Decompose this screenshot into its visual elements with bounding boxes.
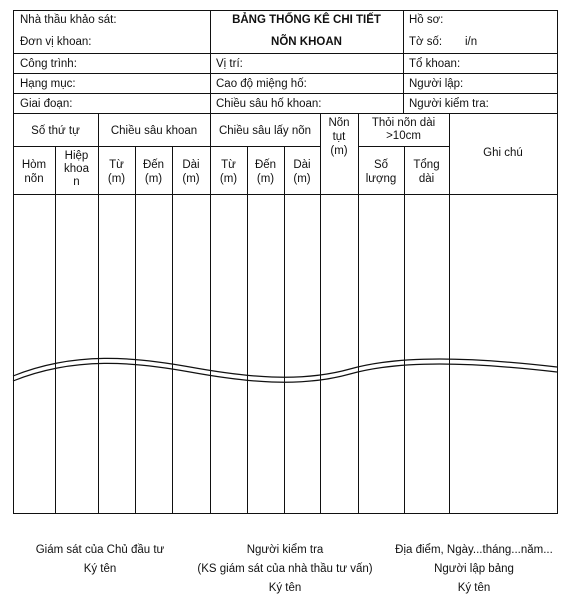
count-line1: Số [373,159,389,171]
owner-supervisor-title: Giám sát của Chủ đầu tư [35,544,165,556]
collar-elevation-label: Cao độ miệng hố: [216,78,307,90]
checker-label: Người kiểm tra: [409,98,489,110]
owner-signature-block [10,541,190,579]
sheet-subtitle: NÕN KHOAN [271,36,342,48]
rule-bottom [13,513,558,514]
sub-count-header [358,158,404,186]
drill-to-line2: (m) [144,173,163,185]
sub-core-to-header [247,158,284,186]
run-line3: n [73,176,80,188]
location-label: Vị trí: [216,58,243,70]
rule-row-item [13,93,558,94]
col-drill-depth-header: Chiều sâu khoan [110,125,198,137]
drill-from-line2: (m) [107,173,126,185]
sub-run-header [55,150,98,189]
col-core-depth-header: Chiều sâu lấy nõn [218,125,312,137]
phase-label: Giai đoạn: [20,98,73,110]
owner-sign-label: Ký tên [83,563,117,575]
lost-core-line2: tụt [332,131,346,143]
run-line1: Hiệp [64,150,89,162]
rule-col-core-to [247,146,248,514]
core-to-line2: (m) [256,173,275,185]
prepared-by-label: Người lập: [409,78,464,90]
file-no-label: Hồ sơ: [409,14,444,26]
rule-header-bottom [13,194,558,195]
sub-core-from-header [210,158,247,186]
rule-col-note [449,113,450,514]
gt10-line1: Thỏi nõn dài [371,117,436,129]
core-to-line1: Đến [254,159,277,171]
sub-core-length-header [284,158,320,186]
sub-total-header [404,158,449,186]
rule-subheader-left [13,146,320,147]
checker-title: Người kiểm tra [246,544,324,556]
sub-box-header [13,158,55,186]
box-line2: nõn [24,173,44,185]
total-line2: dài [418,173,435,185]
drill-length-line2: (m) [182,173,200,185]
sheet-fraction: i/n [465,36,478,48]
checker-signature-block [170,541,400,598]
contractor-label: Nhà thầu khảo sát: [20,14,117,26]
core-from-line2: (m) [219,173,238,185]
sheet-title: BẢNG THỐNG KÊ CHI TIẾT [232,14,381,26]
drilling-unit-label: Đơn vị khoan: [20,36,92,48]
sub-drill-to-header [135,158,172,186]
checker-note: (KS giám sát của nhà thầu tư vấn) [197,563,373,575]
total-line1: Tổng [413,159,440,171]
hole-depth-label: Chiều sâu hố khoan: [216,98,322,110]
lost-core-line1: Nõn [328,117,350,129]
rule-col-total [404,146,405,514]
rule-col-run [55,146,56,514]
rule-right [557,10,558,514]
preparer-signature-block [376,541,572,598]
rule-top [13,10,558,11]
run-line2: khoa [64,163,89,175]
col-lost-core-header [320,116,358,158]
item-label: Hạng mục: [20,78,76,90]
rule-col-length [172,146,173,514]
drill-to-line1: Đến [142,159,165,171]
count-line2: lượng [365,173,397,185]
preparer-sign-label: Ký tên [457,582,491,594]
core-length-line2: (m) [293,173,311,185]
rule-row-phase [13,113,558,114]
preparer-title: Người lập bảng [434,563,514,575]
sheet-no-label: Tờ số: [409,36,443,48]
drill-length-line1: Dài [182,159,200,171]
lost-core-line3: (m) [330,145,348,157]
rule-col-core-len [284,146,285,514]
rule-col-lost [320,113,321,514]
checker-sign-label: Ký tên [268,582,302,594]
sub-drill-length-header [172,158,210,186]
rule-title-right [403,10,404,114]
sub-drill-from-header [98,158,135,186]
drill-from-line1: Từ [109,159,124,171]
core-from-line1: Từ [221,159,236,171]
rule-row-project [13,73,558,74]
box-line1: Hòm [21,159,47,171]
rule-left [13,10,14,514]
col-order-header: Số thứ tự [31,125,80,137]
place-date-line: Địa điểm, Ngày...tháng...năm... [395,544,553,556]
crew-label: Tổ khoan: [409,58,461,70]
col-note-header: Ghi chú [483,147,523,159]
gt10-line2: >10cm [386,130,421,142]
core-length-line1: Dài [293,159,311,171]
project-label: Công trình: [20,58,77,70]
rule-after-title [13,53,558,54]
rule-col-to [135,146,136,514]
col-gt10-header [358,117,449,143]
